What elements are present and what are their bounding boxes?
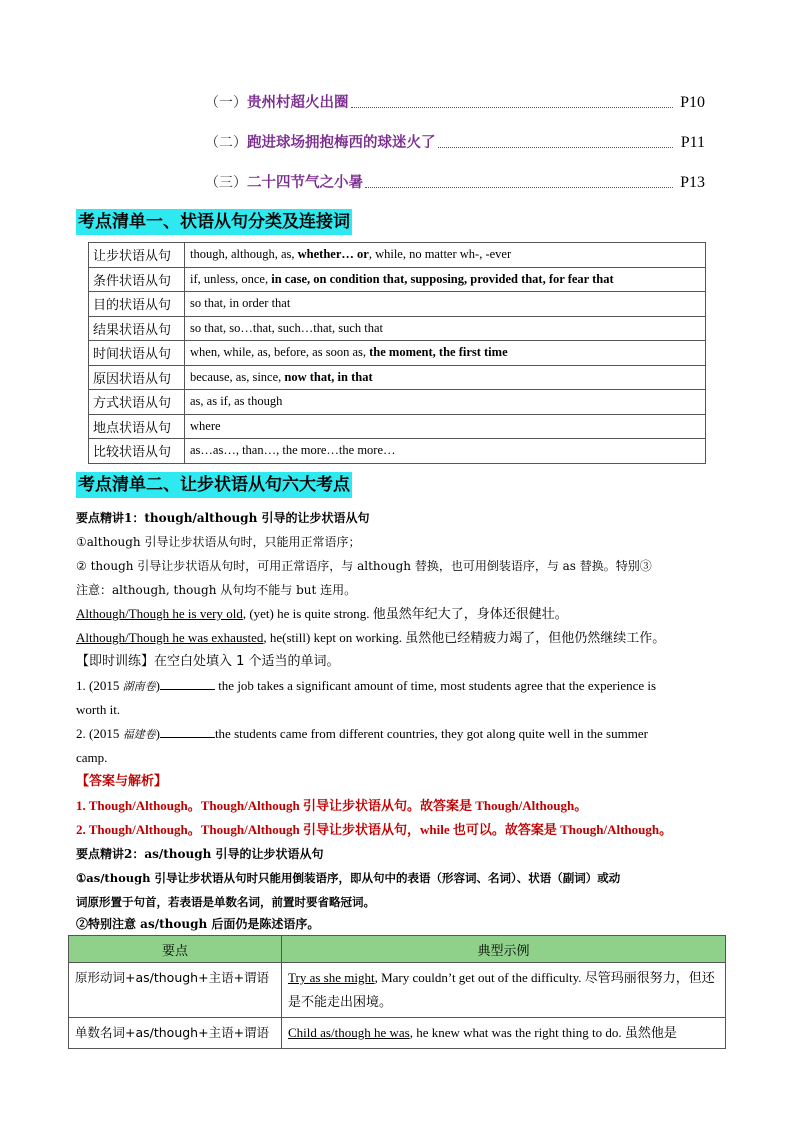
toc <box>205 72 705 192</box>
answer-text: 2. Though/Although。Though/Although 引导让步状语从句，while 也可以。故答案是 Though/Although。 <box>76 822 673 837</box>
clause-type: 让步状语从句 <box>89 243 185 268</box>
clause-type: 时间状语从句 <box>89 341 185 366</box>
conjunction-list <box>185 243 706 268</box>
question-prefix: 2. (2015 <box>76 726 123 741</box>
clause-type: 原因状语从句 <box>89 365 185 390</box>
toc-entry[interactable] <box>205 112 705 152</box>
example-cell <box>282 1018 726 1049</box>
answer-title: 【答案与解析】 <box>76 774 168 789</box>
answer-blank[interactable] <box>160 677 215 690</box>
example-clause: Child as/though he was <box>288 1025 410 1040</box>
drill-title: 【即时训练】在空白处填入 1 个适当的单词。 <box>76 654 340 669</box>
question-paren: ) <box>155 678 160 693</box>
conjunction-list <box>185 316 706 341</box>
conjunction-normal: so that, in order that <box>190 296 291 311</box>
answer-blank[interactable] <box>160 725 215 738</box>
question-source: 湖南卷 <box>122 680 156 693</box>
table-row <box>89 316 706 341</box>
table-row <box>69 1018 726 1049</box>
question <box>76 722 726 747</box>
conjunction-list <box>185 439 706 464</box>
example-rest: , he(still) kept on working. 虽然他已经精疲力竭了，但他仍然继续工作。 <box>263 630 666 645</box>
conjunction-list <box>185 292 706 317</box>
column-header: 要点 <box>69 936 282 963</box>
conjunction-normal: though, although, as, <box>190 247 298 262</box>
conjunction-list <box>185 341 706 366</box>
table-row <box>89 292 706 317</box>
rule-text: ②特别注意 as/though 后面仍是陈述语序。 <box>76 917 320 931</box>
example-sentence <box>76 626 726 650</box>
conjunction-normal: if, unless, once, <box>190 271 272 286</box>
answer-text: 1. Though/Although。Though/Although 引导让步状语从句。故答案是 Though/Although。 <box>76 798 588 813</box>
point-heading: 要点精讲2：as/though 引导的让步状语从句 <box>76 847 324 861</box>
toc-title: 跑进球场拥抱梅西的球迷火了 <box>247 134 436 151</box>
toc-page: P13 <box>680 174 705 191</box>
example-table <box>68 935 726 1049</box>
toc-leader <box>351 106 674 108</box>
column-header: 典型示例 <box>282 936 726 963</box>
conjunction-bold: the moment, the first time <box>369 345 508 360</box>
clause-type: 比较状语从句 <box>89 439 185 464</box>
rule-text: ② though 引导让步状语从句时，可用正常语序，与 although 替换，也可用倒装语序，与 as 替换。特别③ <box>76 559 652 573</box>
question-text: the job takes a significant amount of time, most students agree that the experience is <box>214 678 657 693</box>
rule-text: 词原形置于句首，若表语是单数名词，前置时要省略冠词。 <box>76 895 375 909</box>
rule-text: 注意：although, though 从句均不能与 but 连用。 <box>76 583 357 597</box>
toc-number: （一） <box>205 95 247 111</box>
example-clause: Although/Though he is very old <box>76 606 243 621</box>
toc-number: （二） <box>205 135 247 151</box>
section-title: 考点清单二、让步状语从句六大考点 <box>76 472 352 498</box>
question <box>76 674 726 699</box>
conjunction-list <box>185 267 706 292</box>
question-text: the students came from different countries, they got along quite well in the summer <box>214 726 648 741</box>
table-row <box>89 267 706 292</box>
clause-type: 目的状语从句 <box>89 292 185 317</box>
clause-type: 条件状语从句 <box>89 267 185 292</box>
conjunction-bold: now that, in that <box>284 369 373 384</box>
toc-entry[interactable] <box>205 152 705 192</box>
example-cell <box>282 963 726 1018</box>
rule-text: ①as/though 引导让步状语从句时只能用倒装语序，即从句中的表语（形容词、名词）、状语（副词）或动 <box>76 871 621 885</box>
conjunction-bold: in case, on condition that, supposing, provided that, for fear that <box>271 271 614 286</box>
question-continuation: camp. <box>76 750 108 765</box>
toc-page: P11 <box>680 134 705 151</box>
toc-entry[interactable] <box>205 72 705 112</box>
conjunction-tail: , while, no matter wh-, -ever <box>368 247 512 262</box>
table-row <box>89 243 706 268</box>
example-sentence <box>76 602 726 626</box>
pattern-cell: 原形动词+as/though+主语+谓语 <box>69 963 282 1018</box>
table-row <box>89 390 706 415</box>
clause-type: 地点状语从句 <box>89 414 185 439</box>
point-heading: 要点精讲1：though/although 引导的让步状语从句 <box>76 511 370 525</box>
section-title: 考点清单一、状语从句分类及连接词 <box>76 209 352 235</box>
table-row <box>89 365 706 390</box>
table-row <box>89 439 706 464</box>
question-source: 福建卷 <box>122 728 156 741</box>
example-rest: , (yet) he is quite strong. 他虽然年纪大了，身体还很健壮。 <box>242 606 568 621</box>
rule-text: ①although 引导让步状语从句时，只能用正常语序； <box>76 535 361 549</box>
table-row <box>69 963 726 1018</box>
example-rest: , Mary couldn’t get out of the difficulty. 尽管玛丽很努力，但还是不能走出困境。 <box>288 970 715 1009</box>
conjunction-list <box>185 365 706 390</box>
conjunction-normal: when, while, as, before, as soon as, <box>190 345 370 360</box>
conjunction-bold: whether… or <box>297 247 369 262</box>
toc-title: 二十四节气之小暑 <box>247 174 363 191</box>
toc-title: 贵州村超火出圈 <box>247 94 349 111</box>
question-paren: ) <box>155 726 160 741</box>
example-clause: Try as she might <box>288 970 375 985</box>
conjunction-normal: as…as…, than…, the more…the more… <box>190 443 396 458</box>
table-row <box>89 341 706 366</box>
toc-leader <box>365 186 673 188</box>
clause-type: 方式状语从句 <box>89 390 185 415</box>
clause-type: 结果状语从句 <box>89 316 185 341</box>
conjunction-normal: where <box>190 418 221 433</box>
conjunction-normal: because, as, since, <box>190 369 285 384</box>
toc-page: P10 <box>680 94 705 111</box>
table-row <box>89 414 706 439</box>
toc-number: （三） <box>205 175 247 191</box>
question-continuation: worth it. <box>76 702 121 717</box>
pattern-cell: 单数名词+as/though+主语+谓语 <box>69 1018 282 1049</box>
toc-leader <box>438 146 674 148</box>
conjunction-table <box>88 242 706 464</box>
conjunction-list <box>185 390 706 415</box>
question-prefix: 1. (2015 <box>76 678 123 693</box>
conjunction-normal: so that, so…that, such…that, such that <box>190 320 384 335</box>
example-clause: Although/Though he was exhausted <box>76 630 264 645</box>
example-rest: , he knew what was the right thing to do. 虽然他是 <box>409 1025 677 1040</box>
conjunction-normal: as, as if, as though <box>190 394 283 409</box>
conjunction-list <box>185 414 706 439</box>
